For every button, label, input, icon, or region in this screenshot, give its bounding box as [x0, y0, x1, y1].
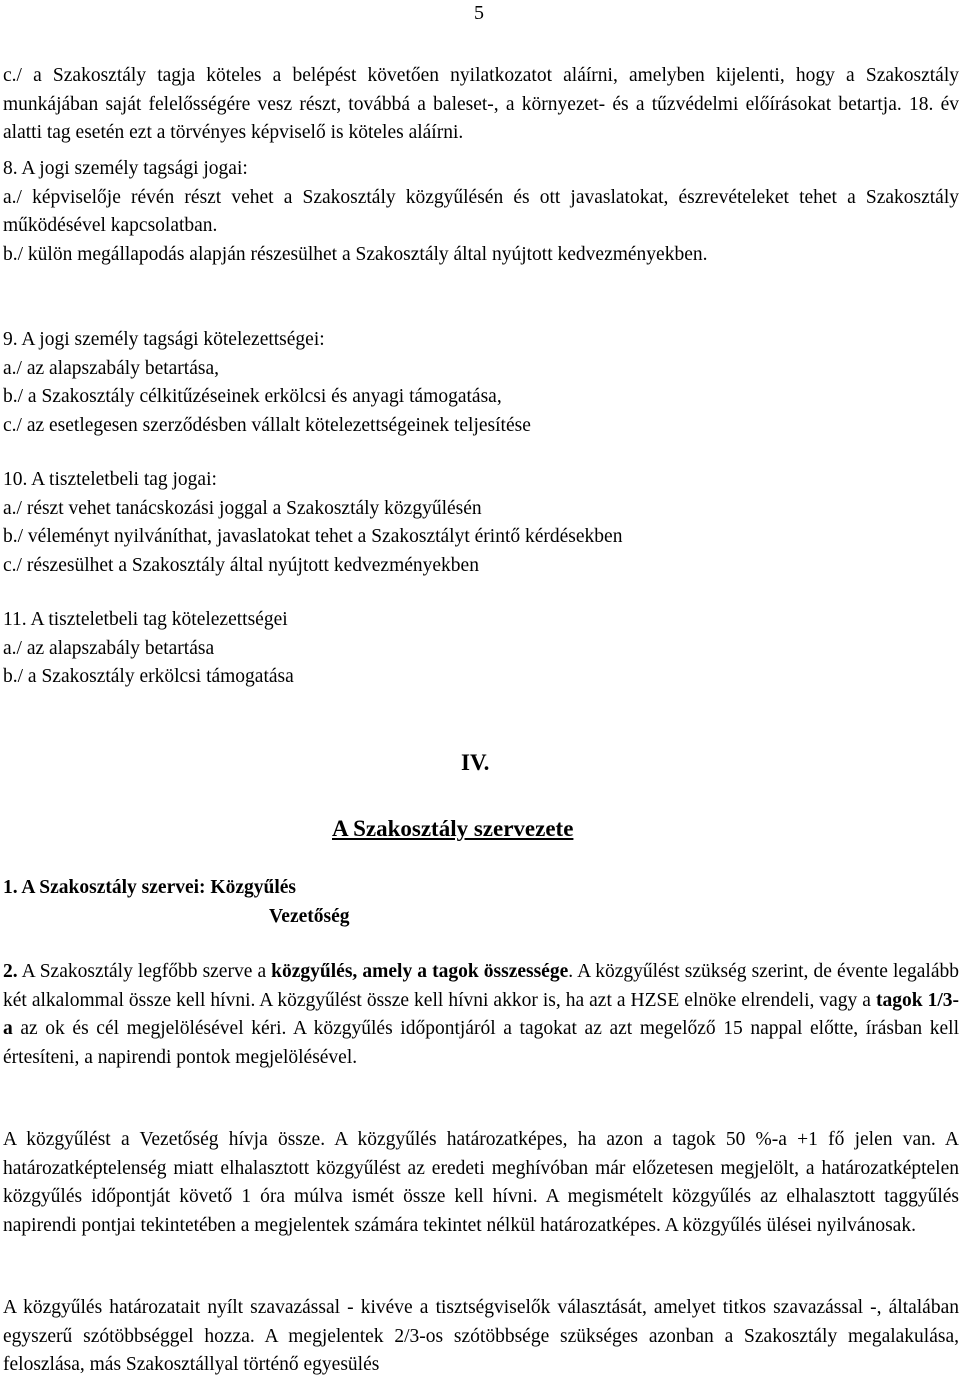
section-10-item: b./ véleményt nyilváníthat, javaslatokat tehet a Szakosztályt érintő kérdésekben	[3, 526, 623, 547]
section-10-heading: 10. A tiszteletbeli tag jogai:	[3, 469, 217, 490]
section-8-heading: 8. A jogi személy tagsági jogai:	[3, 158, 248, 179]
paragraph-7c: c./ a Szakosztály tagja köteles a belépést követően nyilatkozatot aláírni, amelyben kijelenti, hogy a Szakosztály munkájában saját felelősségére vesz részt, továbbá a baleset-, a környezet- és a tűzvédelmi előírásokat betartja. 18. év alatti tag esetén ezt a törvényes képviselő is köteles aláírni.	[3, 65, 959, 143]
organs-list	[3, 874, 350, 931]
chapter-roman-numeral: IV.	[461, 750, 490, 775]
section-11	[3, 606, 959, 692]
paragraph-4: A közgyűlés határozatait nyílt szavazással - kivéve a tisztségviselők választását, amelyet titkos szavazással -, általában egyszerű szótöbbséggel hozza. A megjelentek 2/3-os szótöbbsége szükséges azonban a Szakosztály megalakulása, feloszlása, más Szakosztállyal történő egyesülés	[3, 1297, 959, 1375]
section-8-item-b: b./ külön megállapodás alapján részesülhet a Szakosztály által nyújtott kedvezményekben.	[3, 243, 708, 265]
paragraph-3: A közgyűlést a Vezetőség hívja össze. A közgyűlés határozatképes, ha azon a tagok 50 %-a +1 fő jelen van. A határozatképtelenség miatt elhalasztott közgyűlést az eredeti meghívóban már előzetesen megjelölt, a határozatképtelen közgyűlés időpontját követő 1 óra múlva ismét össze kell hívni. A megismételt közgyűlés az elhalasztott taggyűlés napirendi pontjai tekintetében a megjelentek számára tekintet nélkül határozatképes. A közgyűlés ülései nyilvánosak.	[3, 1129, 959, 1236]
paragraph-2-bold-2: tagok 1/3-a	[3, 989, 959, 1039]
paragraph-2-text-3: az ok és cél megjelölésével kéri. A közgyűlés időpontjáról a tagokat az azt megelőző 15 nappal előtte, írásban kell értesíteni, a napirendi pontok megjelölésével.	[3, 1018, 959, 1068]
organs-line-2: Vezetőség	[269, 905, 350, 927]
section-11-heading: 11. A tiszteletbeli tag kötelezettségei	[3, 609, 288, 630]
page-number: 5	[474, 2, 484, 24]
section-9-item: c./ az esetlegesen szerződésben vállalt kötelezettségeinek teljesítése	[3, 414, 531, 436]
paragraph-2-bold-1: közgyűlés, amely a tagok összessége	[271, 961, 569, 982]
organs-line-1: 1. A Szakosztály szervei: Közgyűlés	[3, 877, 297, 898]
paragraph-2-text-2: . A közgyűlést szükség szerint, de évente legalább két alkalommal össze kell hívni. A közgyűlést össze kell hívni akkor is, ha azt a HZSE elnöke elrendeli, vagy a	[3, 961, 960, 1011]
chapter-title: A Szakosztály szervezete	[332, 816, 574, 841]
paragraph-2-number: 2.	[3, 961, 18, 982]
section-8-item-a: a./ képviselője révén részt vehet a Szakosztály közgyűlésén és ott javaslatokat, észrevételeket tehet a Szakosztály működésével kapcsolatban.	[3, 186, 959, 236]
section-9-item: b./ a Szakosztály célkitűzéseinek erkölcsi és anyagi támogatása,	[3, 386, 502, 407]
section-10-item: a./ részt vehet tanácskozási joggal a Szakosztály közgyűlésén	[3, 497, 482, 519]
section-8	[3, 155, 959, 269]
section-9	[3, 326, 959, 440]
section-10-item: c./ részesülhet a Szakosztály által nyújtott kedvezményekben	[3, 554, 479, 576]
section-10	[3, 466, 959, 580]
section-11-item: a./ az alapszabály betartása	[3, 637, 215, 659]
paragraph-2	[3, 958, 959, 1072]
section-11-item: b./ a Szakosztály erkölcsi támogatása	[3, 666, 294, 687]
section-9-item: a./ az alapszabály betartása,	[3, 357, 219, 379]
section-9-heading: 9. A jogi személy tagsági kötelezettségei:	[3, 329, 325, 350]
paragraph-2-text-1: A Szakosztály legfőbb szerve a	[17, 961, 272, 982]
